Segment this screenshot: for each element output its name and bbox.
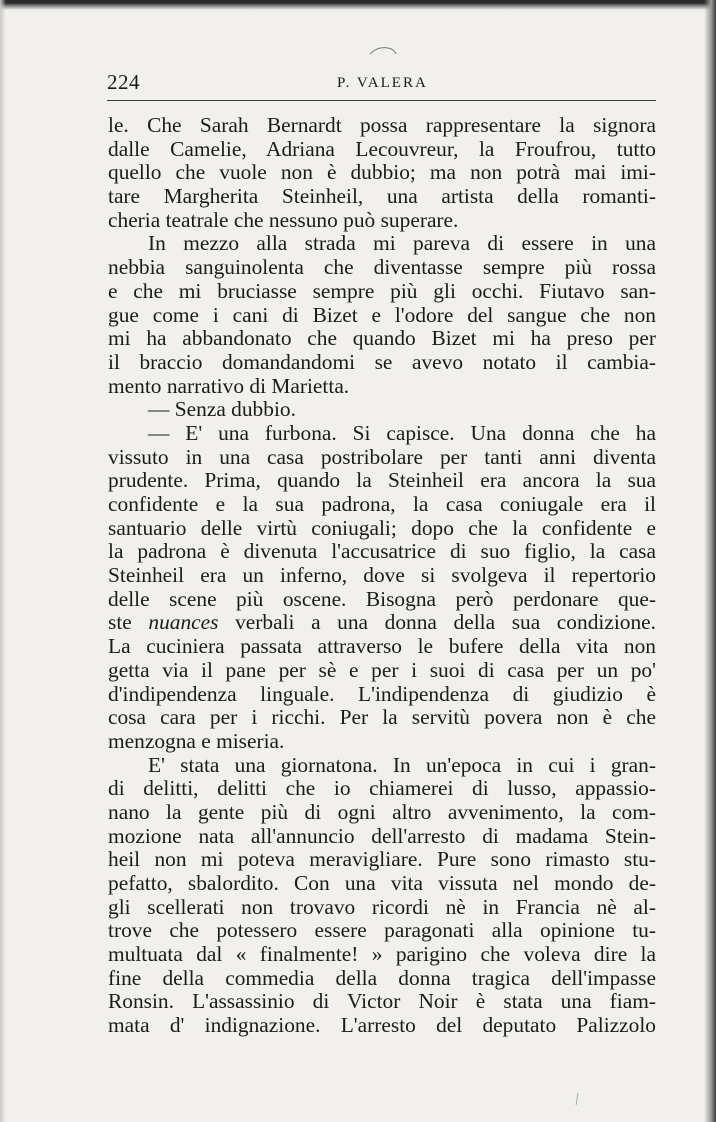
text-line: E' stata una giornatona. In un'epoca in cui i gran- xyxy=(148,752,656,777)
text-segment: verbali a una donna della sua condizione. xyxy=(218,610,657,635)
text-line: fine della commedia della donna tragica dell'impasse xyxy=(108,965,656,990)
text-line: La cuciniera passata attraverso le bufere della vita non xyxy=(108,634,656,659)
ornament-mark xyxy=(368,46,398,56)
text-line: nebbia sanguinolenta che diventasse sempre più rossa xyxy=(108,255,656,280)
running-head: P. VALERA xyxy=(337,75,428,91)
text-line: multuata dal « finalmente! » parigino che voleva dire la xyxy=(108,942,656,967)
text-line xyxy=(108,611,656,635)
text-line: — E' una furbona. Si capisce. Una donna che ha xyxy=(148,420,656,445)
text-line: vissuto in una casa postribolare per tanti anni diventa xyxy=(108,444,656,469)
text-line: tare Margherita Steinheil, una artista della romanti- xyxy=(108,184,656,209)
text-line: delle scene più oscene. Bisogna però perdonare que- xyxy=(108,586,656,611)
margin-pencil-mark xyxy=(574,1092,580,1106)
text-line: nano la gente più di ogni altro avvenimento, la com- xyxy=(108,799,656,824)
text-line: gli scellerati non trovavo ricordi nè in Francia nè al- xyxy=(108,894,656,919)
text-line: mi ha abbandonato che quando Bizet mi ha preso per xyxy=(108,326,656,351)
text-line: confidente e la sua padrona, la casa coniugale era il xyxy=(108,492,656,516)
page-header xyxy=(107,70,657,98)
text-line: trove che potessero essere paragonati alla opinione tu- xyxy=(108,918,656,943)
page-number: 224 xyxy=(107,70,140,94)
text-line: quello che vuole non è dubbio; ma non potrà mai imi- xyxy=(108,160,656,185)
text-line: Steinheil era un inferno, dove si svolgeva il repertorio xyxy=(108,563,656,588)
text-line: menzogna e miseria. xyxy=(108,728,285,753)
text-line: cosa cara per i ricchi. Per la servitù povera non è che xyxy=(108,705,656,730)
text-line: mata d' indignazione. L'arresto del deputato Palizzolo xyxy=(108,1013,656,1038)
text-line: santuario delle virtù coniugali; dopo che la confidente e xyxy=(108,515,656,540)
text-line: Ronsin. L'assassinio di Victor Noir è stata una fiam- xyxy=(108,989,656,1014)
text-line: pefatto, sbalordito. Con una vita vissuta nel mondo de- xyxy=(108,871,656,895)
text-line: In mezzo alla strada mi pareva di essere in una xyxy=(148,231,656,256)
text-line: prudente. Prima, quando la Steinheil era ancora la sua xyxy=(108,468,656,493)
text-line: cheria teatrale che nessuno può superare. xyxy=(108,207,459,232)
text-line: le. Che Sarah Bernardt possa rappresentare la signora xyxy=(108,113,656,137)
body-text xyxy=(108,114,656,1038)
text-line: il braccio domandandomi se avevo notato il cambia- xyxy=(108,349,656,374)
text-line: gue come i cani di Bizet e l'odore del sangue che non xyxy=(108,302,656,327)
text-line: mento narrativo di Marietta. xyxy=(108,373,350,398)
text-line: mozione nata all'annuncio dell'arresto di madama Stein- xyxy=(108,823,656,848)
text-line: dalle Camelie, Adriana Lecouvreur, la Froufrou, tutto xyxy=(108,136,656,161)
text-line: la padrona è divenuta l'accusatrice di suo figlio, la casa xyxy=(108,539,656,564)
text-line: e che mi bruciasse sempre più gli occhi. Fiutavo san- xyxy=(108,278,656,303)
page-top-edge xyxy=(0,0,716,10)
text-line: heil non mi poteva meravigliare. Pure sono rimasto stu- xyxy=(108,847,656,872)
italic-word: nuances xyxy=(148,610,219,635)
text-line: — Senza dubbio. xyxy=(148,397,296,422)
text-segment: ste xyxy=(108,610,149,635)
page-right-edge xyxy=(704,0,716,1122)
text-line: d'indipendenza linguale. L'indipendenza di giudizio è xyxy=(108,681,656,706)
header-rule xyxy=(107,100,656,101)
text-line: getta via il pane per sè e per i suoi di casa per un po' xyxy=(108,657,656,682)
page-left-edge xyxy=(0,0,6,1122)
text-line: di delitti, delitti che io chiamerei di lusso, appassio- xyxy=(108,776,656,801)
